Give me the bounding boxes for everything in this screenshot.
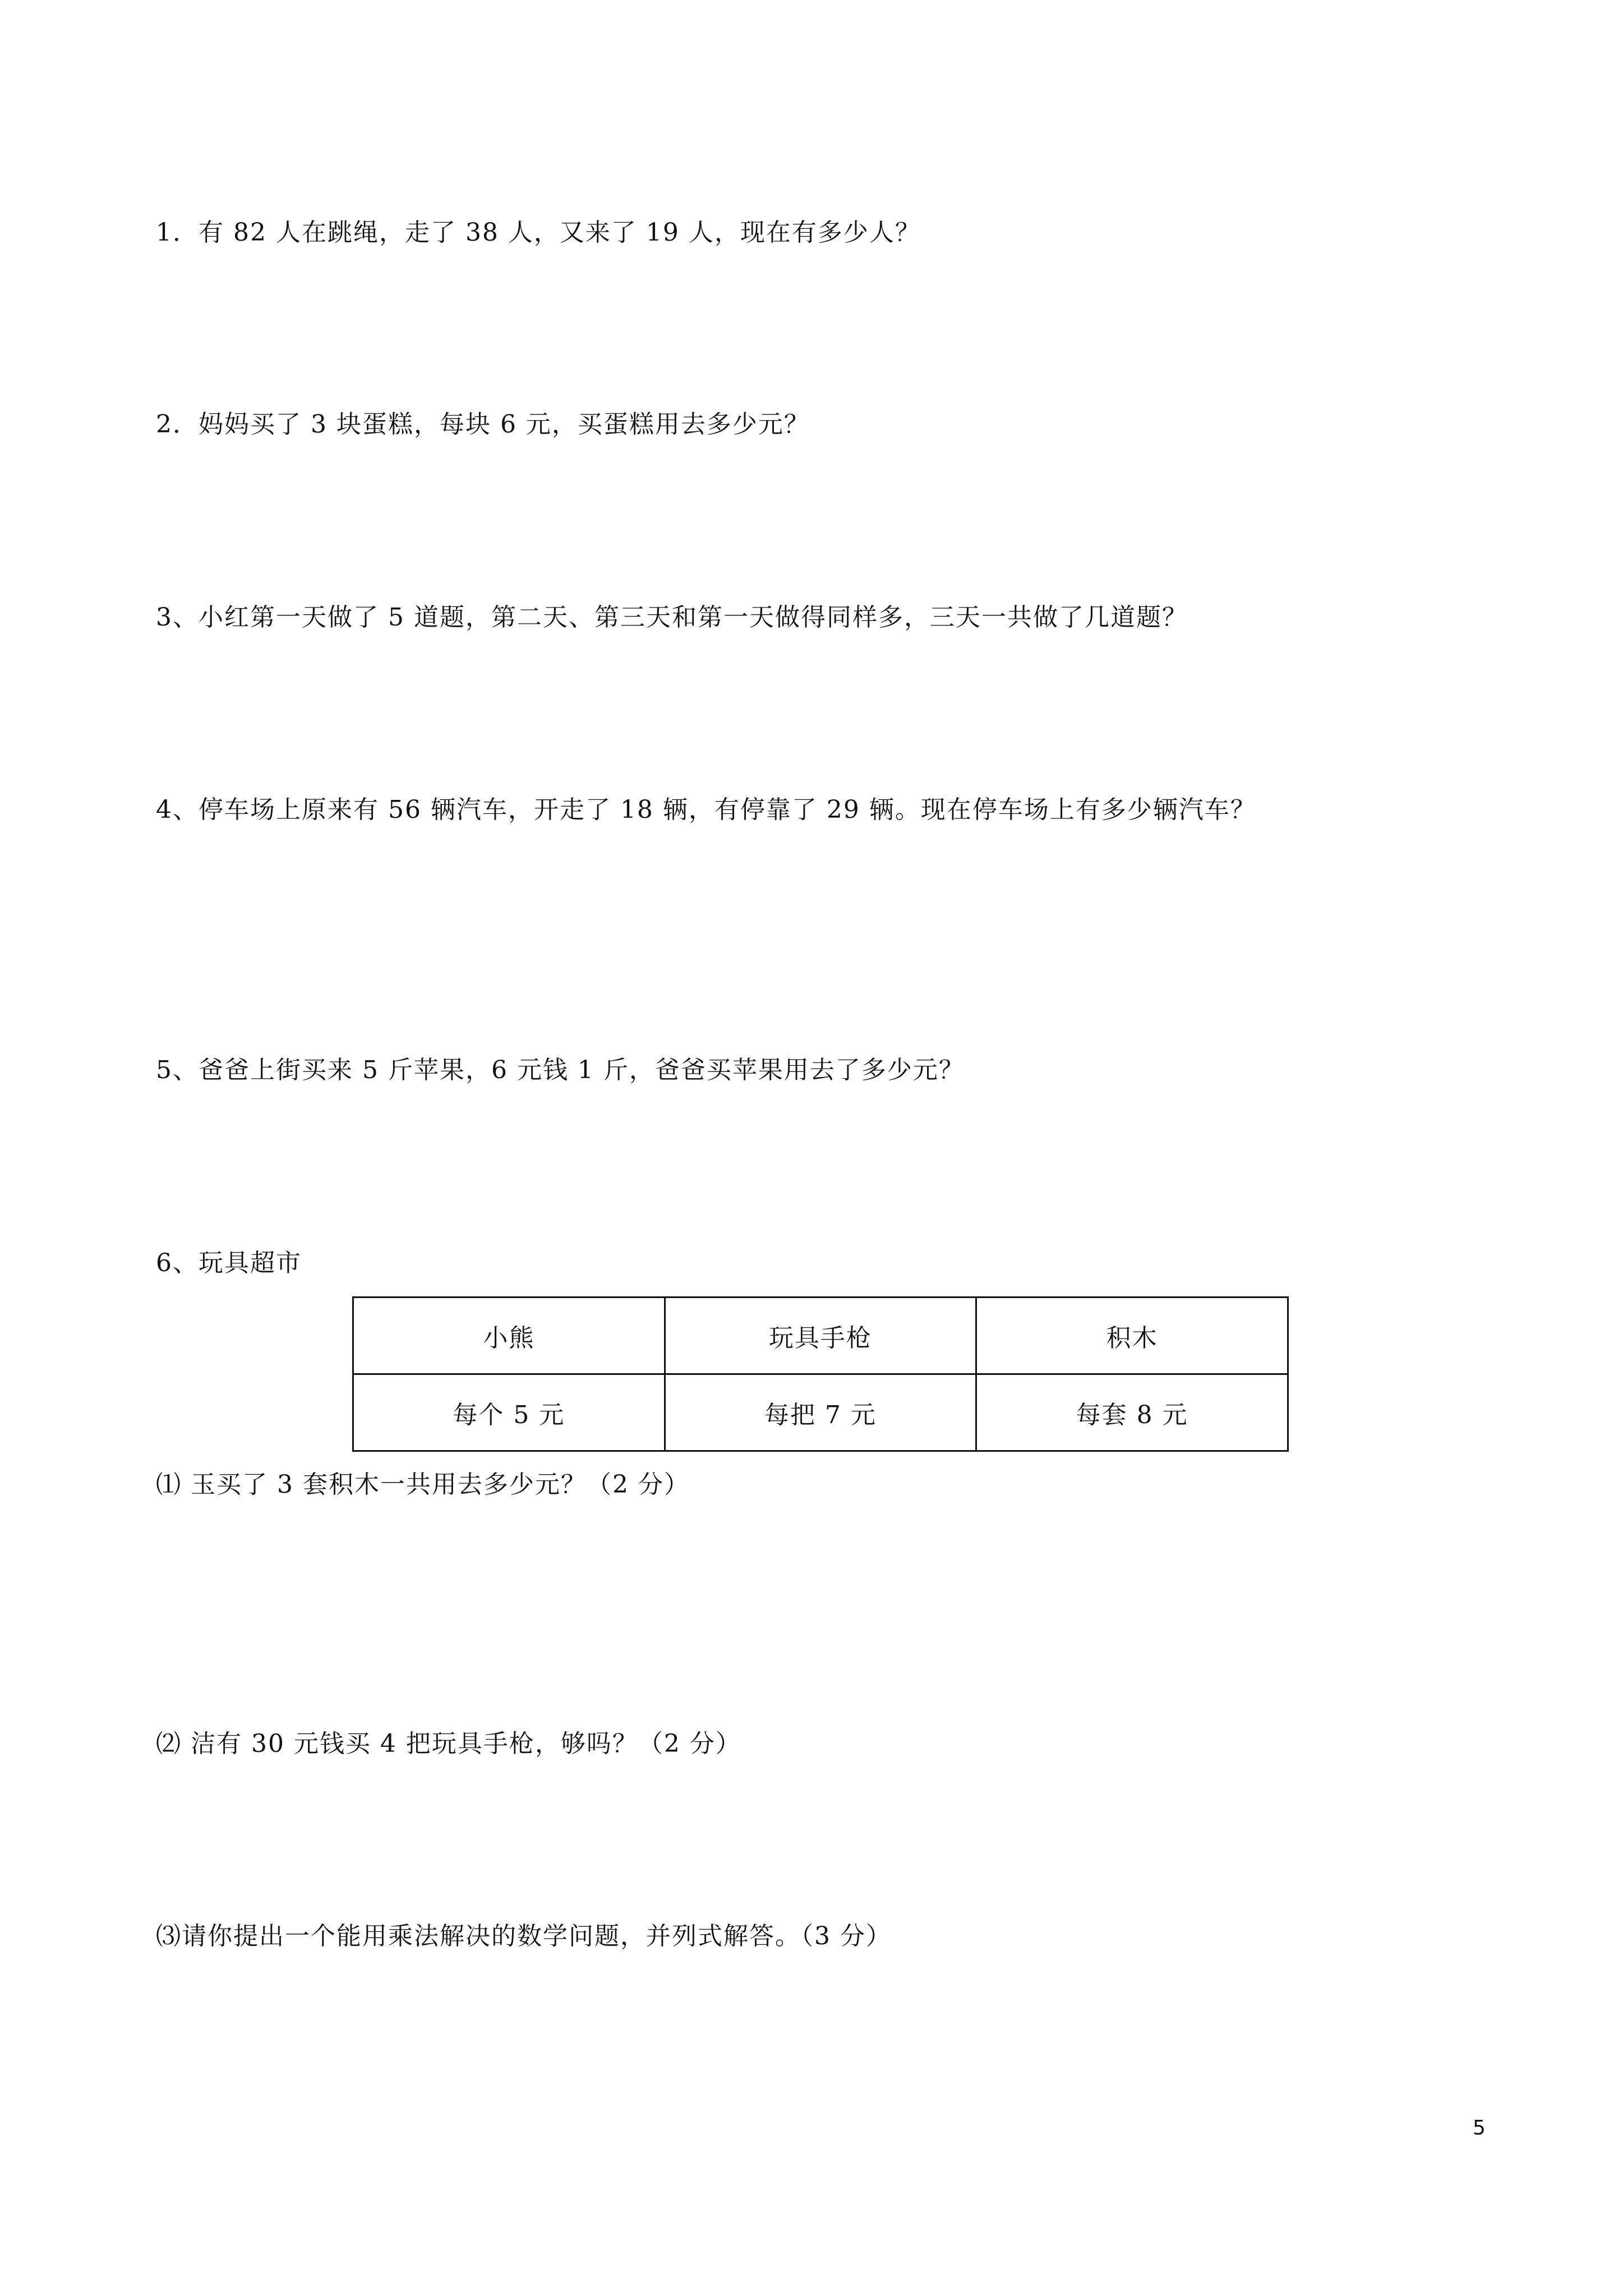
table-row-items	[353, 1297, 1288, 1374]
question-3: 3、小红第一天做了 5 道题，第二天、第三天和第一天做得同样多，三天一共做了几道题？	[156, 603, 1188, 632]
sub-question-1: ⑴ 玉买了 3 套积木一共用去多少元？（2 分）	[156, 1470, 690, 1499]
question-4: 4、停车场上原来有 56 辆汽车，开走了 18 辆，有停靠了 29 辆。现在停车场上有多少辆汽车？	[156, 795, 1256, 824]
sub-question-2: ⑵ 洁有 30 元钱买 4 把玩具手枪，够吗？（2 分）	[156, 1729, 741, 1758]
question-2: 2．妈妈买了 3 块蛋糕，每块 6 元，买蛋糕用去多少元？	[156, 410, 810, 439]
page-number: 5	[1473, 2116, 1486, 2139]
toy-price-table	[352, 1296, 1289, 1452]
table-row-prices	[353, 1374, 1288, 1451]
table-cell-item: 小熊	[353, 1297, 665, 1374]
table-cell-price: 每把 7 元	[665, 1374, 976, 1451]
table-cell-item: 积木	[976, 1297, 1288, 1374]
table-cell-item: 玩具手枪	[665, 1297, 976, 1374]
table-cell-price: 每个 5 元	[353, 1374, 665, 1451]
table-cell-price: 每套 8 元	[976, 1374, 1288, 1451]
question-6-heading: 6、玩具超市	[156, 1249, 302, 1277]
question-5: 5、爸爸上街买来 5 斤苹果，6 元钱 1 斤，爸爸买苹果用去了多少元？	[156, 1056, 965, 1084]
sub-question-3: ⑶请你提出一个能用乘法解决的数学问题，并列式解答。（3 分）	[156, 1922, 892, 1950]
question-1: 1．有 82 人在跳绳，走了 38 人，又来了 19 人，现在有多少人？	[156, 218, 921, 247]
